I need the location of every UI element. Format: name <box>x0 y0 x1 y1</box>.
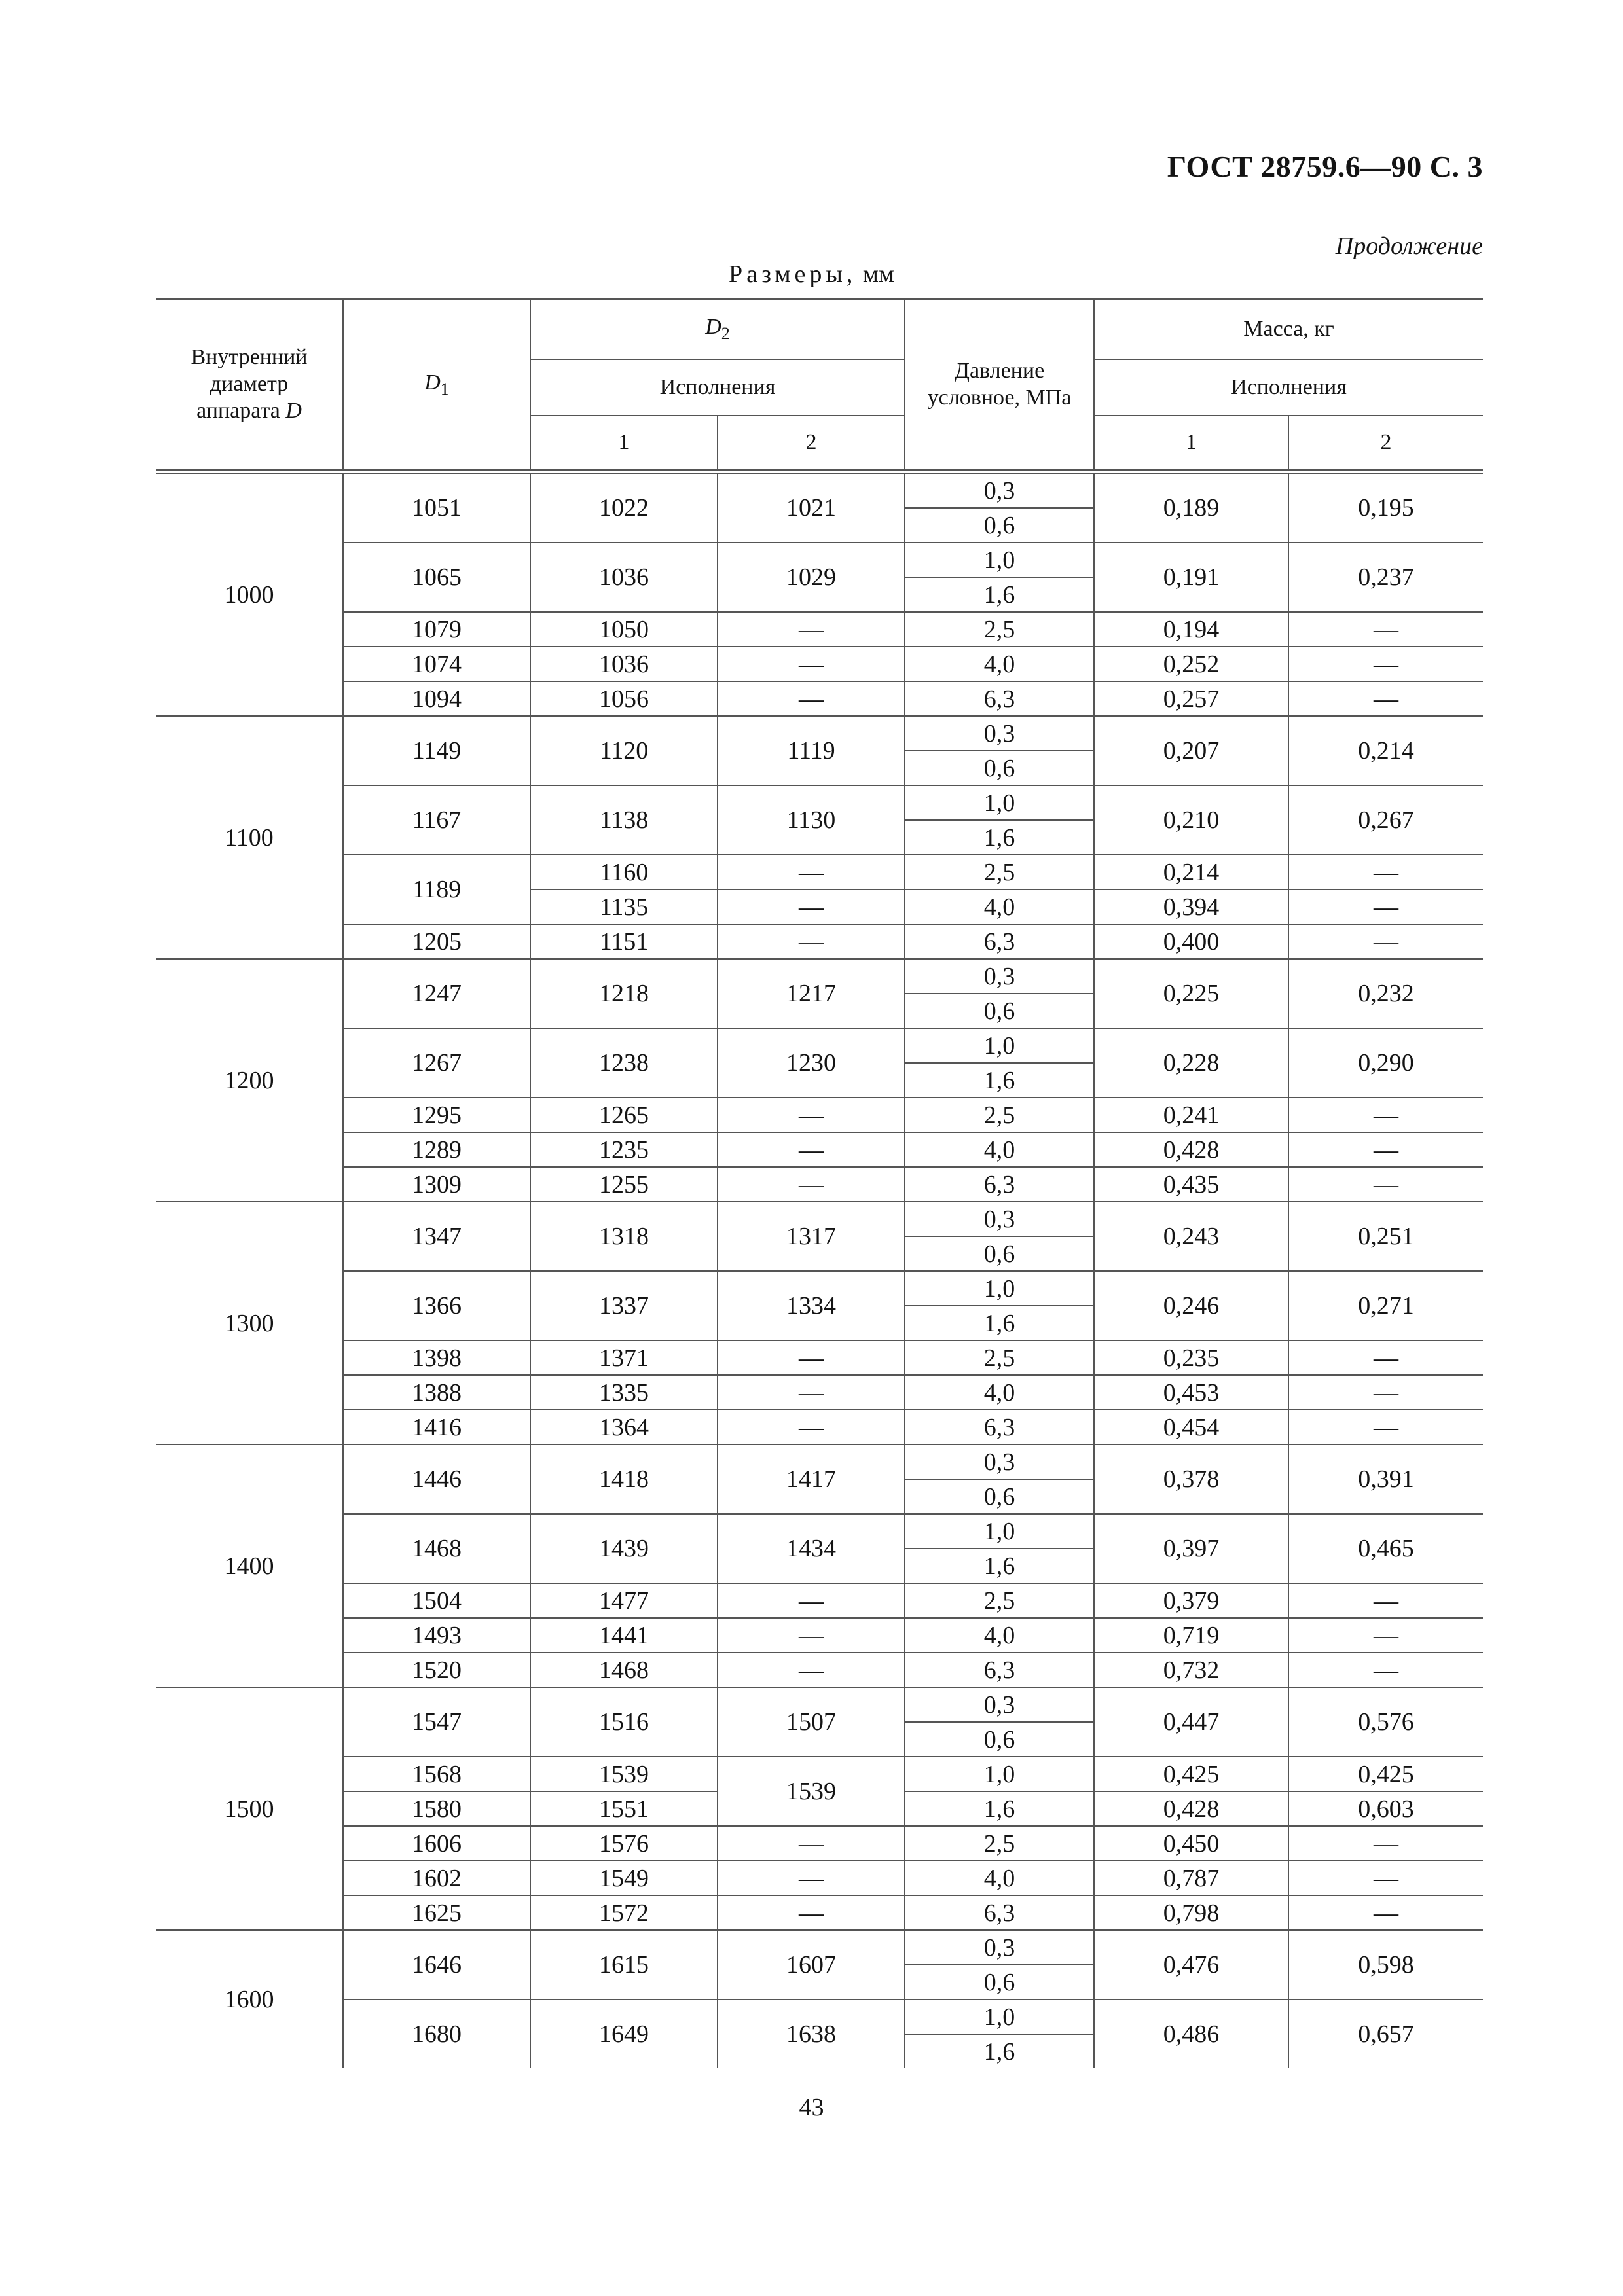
pressure-cell: 0,3 <box>905 1444 1094 1479</box>
caption-unit: мм <box>862 260 894 288</box>
pressure-cell: 6,3 <box>905 1653 1094 1687</box>
mass-exec2-cell: — <box>1288 612 1483 647</box>
header-inner-diameter: Внутренний диаметр аппарата D <box>156 299 343 472</box>
table-body <box>156 472 1483 2069</box>
d1-cell: 1366 <box>343 1271 530 1340</box>
inner-diameter-cell: 1500 <box>156 1687 343 1930</box>
table-row <box>156 1271 1483 1306</box>
mass-exec1-cell: 0,447 <box>1094 1687 1288 1757</box>
d2-exec1-cell: 1615 <box>530 1930 718 2000</box>
header-mass-exec-2: 2 <box>1288 416 1483 472</box>
pressure-cell: 1,6 <box>905 1306 1094 1340</box>
mass-exec2-cell: 0,251 <box>1288 1202 1483 1271</box>
mass-exec2-cell: — <box>1288 1583 1483 1618</box>
mass-exec1-cell: 0,243 <box>1094 1202 1288 1271</box>
mass-exec2-cell: 0,598 <box>1288 1930 1483 2000</box>
d2-exec1-cell: 1050 <box>530 612 718 647</box>
mass-exec2-cell: — <box>1288 1132 1483 1167</box>
d1-cell: 1520 <box>343 1653 530 1687</box>
d1-cell: 1094 <box>343 681 530 716</box>
mass-exec2-cell: 0,195 <box>1288 472 1483 543</box>
pressure-cell: 0,6 <box>905 508 1094 543</box>
d2-exec2-cell: 1417 <box>718 1444 905 1514</box>
pressure-cell: 2,5 <box>905 1098 1094 1132</box>
d2-exec2-cell: — <box>718 612 905 647</box>
d1-cell: 1646 <box>343 1930 530 2000</box>
d2-exec1-cell: 1371 <box>530 1340 718 1375</box>
d2-exec1-cell: 1218 <box>530 959 718 1028</box>
pressure-cell: 4,0 <box>905 1132 1094 1167</box>
caption-dimensions: Размеры, <box>728 260 857 288</box>
mass-exec1-cell: 0,189 <box>1094 472 1288 543</box>
mass-exec2-cell: 0,425 <box>1288 1757 1483 1791</box>
table-row <box>156 1861 1483 1895</box>
mass-exec2-cell: — <box>1288 1895 1483 1930</box>
pressure-cell: 0,6 <box>905 1236 1094 1271</box>
mass-exec1-cell: 0,214 <box>1094 855 1288 889</box>
d2-exec2-cell: 1317 <box>718 1202 905 1271</box>
d2-exec1-cell: 1441 <box>530 1618 718 1653</box>
pressure-cell: 1,6 <box>905 2034 1094 2068</box>
d1-cell: 1079 <box>343 612 530 647</box>
header-mass-execution: Исполнения <box>1094 359 1483 416</box>
mass-exec1-cell: 0,428 <box>1094 1791 1288 1826</box>
mass-exec2-cell: 0,657 <box>1288 2000 1483 2068</box>
d1-cell: 1416 <box>343 1410 530 1444</box>
pressure-cell: 0,3 <box>905 1687 1094 1722</box>
d2-exec1-cell: 1539 <box>530 1757 718 1791</box>
pressure-cell: 1,6 <box>905 577 1094 612</box>
table-row <box>156 1757 1483 1791</box>
header-d2: $D_2$ <box>530 299 905 359</box>
pressure-cell: 0,3 <box>905 959 1094 994</box>
table-header <box>156 299 1483 472</box>
pressure-cell: 0,6 <box>905 1479 1094 1514</box>
pressure-cell: 2,5 <box>905 1340 1094 1375</box>
d2-exec2-cell: 1021 <box>718 472 905 543</box>
d2-exec2-cell: — <box>718 1653 905 1687</box>
pressure-cell: 4,0 <box>905 1375 1094 1410</box>
d2-exec1-cell: 1439 <box>530 1514 718 1583</box>
header-d2-exec-2: 2 <box>718 416 905 472</box>
inner-diameter-cell: 1300 <box>156 1202 343 1444</box>
d1-cell: 1295 <box>343 1098 530 1132</box>
table-row <box>156 924 1483 959</box>
d1-cell: 1504 <box>343 1583 530 1618</box>
table-row <box>156 1653 1483 1687</box>
d2-exec1-cell: 1036 <box>530 647 718 681</box>
mass-exec1-cell: 0,246 <box>1094 1271 1288 1340</box>
table-row <box>156 647 1483 681</box>
d1-cell: 1468 <box>343 1514 530 1583</box>
d2-exec2-cell: 1217 <box>718 959 905 1028</box>
pressure-cell: 0,6 <box>905 1965 1094 2000</box>
pressure-cell: 1,6 <box>905 820 1094 855</box>
d2-exec1-cell: 1022 <box>530 472 718 543</box>
table-row <box>156 1687 1483 1722</box>
table-row <box>156 959 1483 994</box>
table-row <box>156 855 1483 889</box>
pressure-cell: 1,6 <box>905 1063 1094 1098</box>
mass-exec2-cell: — <box>1288 1618 1483 1653</box>
mass-exec2-cell: — <box>1288 1653 1483 1687</box>
d2-exec1-cell: 1468 <box>530 1653 718 1687</box>
d2-exec1-cell: 1056 <box>530 681 718 716</box>
d1-cell: 1205 <box>343 924 530 959</box>
d2-exec1-cell: 1516 <box>530 1687 718 1757</box>
table-row <box>156 1826 1483 1861</box>
d2-exec1-cell: 1160 <box>530 855 718 889</box>
pressure-cell: 1,0 <box>905 1757 1094 1791</box>
mass-exec2-cell: — <box>1288 924 1483 959</box>
pressure-cell: 2,5 <box>905 1826 1094 1861</box>
mass-exec1-cell: 0,235 <box>1094 1340 1288 1375</box>
d2-exec2-cell: — <box>718 855 905 889</box>
d2-exec2-cell: — <box>718 1098 905 1132</box>
pressure-cell: 0,3 <box>905 472 1094 509</box>
d2-exec2-cell: — <box>718 1167 905 1202</box>
mass-exec2-cell: — <box>1288 1826 1483 1861</box>
table-row <box>156 1583 1483 1618</box>
d2-exec2-cell: — <box>718 1895 905 1930</box>
mass-exec2-cell: 0,391 <box>1288 1444 1483 1514</box>
pressure-cell: 1,0 <box>905 543 1094 577</box>
d2-exec1-cell: 1576 <box>530 1826 718 1861</box>
mass-exec2-cell: — <box>1288 1410 1483 1444</box>
d1-cell: 1074 <box>343 647 530 681</box>
d2-exec2-cell: — <box>718 647 905 681</box>
d1-cell: 1189 <box>343 855 530 924</box>
d1-cell: 1446 <box>343 1444 530 1514</box>
mass-exec1-cell: 0,257 <box>1094 681 1288 716</box>
mass-exec2-cell: 0,465 <box>1288 1514 1483 1583</box>
mass-exec1-cell: 0,454 <box>1094 1410 1288 1444</box>
pressure-cell: 1,0 <box>905 2000 1094 2034</box>
mass-exec1-cell: 0,225 <box>1094 959 1288 1028</box>
pressure-cell: 0,3 <box>905 716 1094 751</box>
d2-exec1-cell: 1549 <box>530 1861 718 1895</box>
d2-exec2-cell: — <box>718 889 905 924</box>
header-d2-exec-1: 1 <box>530 416 718 472</box>
d1-cell: 1167 <box>343 785 530 855</box>
table-row <box>156 1618 1483 1653</box>
mass-exec1-cell: 0,425 <box>1094 1757 1288 1791</box>
d1-cell: 1247 <box>343 959 530 1028</box>
inner-diameter-cell: 1100 <box>156 716 343 959</box>
pressure-cell: 1,0 <box>905 1271 1094 1306</box>
table-row <box>156 1028 1483 1063</box>
pressure-cell: 0,6 <box>905 1722 1094 1757</box>
d2-exec2-cell: 1119 <box>718 716 905 785</box>
d1-cell: 1051 <box>343 472 530 543</box>
mass-exec1-cell: 0,719 <box>1094 1618 1288 1653</box>
mass-exec2-cell: — <box>1288 1167 1483 1202</box>
table-row <box>156 1895 1483 1930</box>
table-row <box>156 716 1483 751</box>
table-row <box>156 681 1483 716</box>
pressure-cell: 4,0 <box>905 1618 1094 1653</box>
d1-cell: 1580 <box>343 1791 530 1826</box>
inner-diameter-cell: 1000 <box>156 472 343 717</box>
table-row <box>156 1375 1483 1410</box>
mass-exec1-cell: 0,787 <box>1094 1861 1288 1895</box>
header-mass-exec-1: 1 <box>1094 416 1288 472</box>
mass-exec2-cell: 0,267 <box>1288 785 1483 855</box>
dimensions-table <box>156 298 1483 2068</box>
d1-cell: 1398 <box>343 1340 530 1375</box>
header-d2-execution: Исполнения <box>530 359 905 416</box>
d1-cell: 1267 <box>343 1028 530 1098</box>
d2-exec1-cell: 1255 <box>530 1167 718 1202</box>
mass-exec2-cell: — <box>1288 889 1483 924</box>
table-row <box>156 1167 1483 1202</box>
d2-exec2-cell: 1638 <box>718 2000 905 2068</box>
d2-exec2-cell: — <box>718 1583 905 1618</box>
mass-exec2-cell: 0,237 <box>1288 543 1483 612</box>
table-row <box>156 1444 1483 1479</box>
d2-exec2-cell: 1130 <box>718 785 905 855</box>
inner-diameter-cell: 1600 <box>156 1930 343 2068</box>
mass-exec2-cell: 0,232 <box>1288 959 1483 1028</box>
mass-exec2-cell: — <box>1288 855 1483 889</box>
mass-exec1-cell: 0,435 <box>1094 1167 1288 1202</box>
d2-exec2-cell: 1230 <box>718 1028 905 1098</box>
mass-exec1-cell: 0,400 <box>1094 924 1288 959</box>
table-row <box>156 612 1483 647</box>
mass-exec1-cell: 0,453 <box>1094 1375 1288 1410</box>
pressure-cell: 6,3 <box>905 1895 1094 1930</box>
pressure-cell: 6,3 <box>905 1167 1094 1202</box>
pressure-cell: 4,0 <box>905 1861 1094 1895</box>
d2-exec1-cell: 1477 <box>530 1583 718 1618</box>
table-row <box>156 785 1483 820</box>
mass-exec1-cell: 0,486 <box>1094 2000 1288 2068</box>
mass-exec2-cell: 0,271 <box>1288 1271 1483 1340</box>
d2-exec2-cell: 1507 <box>718 1687 905 1757</box>
mass-exec1-cell: 0,210 <box>1094 785 1288 855</box>
mass-exec2-cell: — <box>1288 647 1483 681</box>
inner-diameter-cell: 1200 <box>156 959 343 1202</box>
d2-exec1-cell: 1265 <box>530 1098 718 1132</box>
mass-exec1-cell: 0,428 <box>1094 1132 1288 1167</box>
pressure-cell: 6,3 <box>905 681 1094 716</box>
table-row <box>156 1202 1483 1236</box>
pressure-cell: 6,3 <box>905 924 1094 959</box>
pressure-cell: 1,0 <box>905 1028 1094 1063</box>
mass-exec1-cell: 0,476 <box>1094 1930 1288 2000</box>
mass-exec2-cell: 0,290 <box>1288 1028 1483 1098</box>
d2-exec1-cell: 1235 <box>530 1132 718 1167</box>
d2-exec1-cell: 1572 <box>530 1895 718 1930</box>
pressure-cell: 0,6 <box>905 751 1094 785</box>
d2-exec1-cell: 1649 <box>530 2000 718 2068</box>
d2-exec2-cell: 1607 <box>718 1930 905 2000</box>
pressure-cell: 2,5 <box>905 1583 1094 1618</box>
header-pressure: Давление условное, МПа <box>905 299 1094 472</box>
table-row <box>156 1098 1483 1132</box>
table-row <box>156 1340 1483 1375</box>
d2-exec2-cell: — <box>718 1861 905 1895</box>
table-row <box>156 2000 1483 2034</box>
table-row <box>156 1132 1483 1167</box>
mass-exec1-cell: 0,241 <box>1094 1098 1288 1132</box>
table-caption <box>0 260 1623 289</box>
d1-cell: 1625 <box>343 1895 530 1930</box>
continuation-label: Продолжение <box>1335 232 1483 260</box>
mass-exec1-cell: 0,397 <box>1094 1514 1288 1583</box>
mass-exec2-cell: — <box>1288 1340 1483 1375</box>
page-number: 43 <box>799 2094 824 2121</box>
d2-exec1-cell: 1135 <box>530 889 718 924</box>
d2-exec2-cell: — <box>718 1132 905 1167</box>
d2-exec1-cell: 1151 <box>530 924 718 959</box>
pressure-cell: 1,6 <box>905 1549 1094 1583</box>
d1-cell: 1309 <box>343 1167 530 1202</box>
d1-cell: 1388 <box>343 1375 530 1410</box>
mass-exec2-cell: — <box>1288 1098 1483 1132</box>
d2-exec2-cell: — <box>718 681 905 716</box>
d2-exec1-cell: 1036 <box>530 543 718 612</box>
d2-exec2-cell: 1029 <box>718 543 905 612</box>
pressure-cell: 1,0 <box>905 1514 1094 1549</box>
d2-exec1-cell: 1364 <box>530 1410 718 1444</box>
mass-exec2-cell: — <box>1288 1375 1483 1410</box>
mass-exec1-cell: 0,252 <box>1094 647 1288 681</box>
d1-cell: 1065 <box>343 543 530 612</box>
d2-exec2-cell: 1434 <box>718 1514 905 1583</box>
d1-cell: 1568 <box>343 1757 530 1791</box>
mass-exec1-cell: 0,378 <box>1094 1444 1288 1514</box>
d2-exec2-cell: — <box>718 1375 905 1410</box>
pressure-cell: 6,3 <box>905 1410 1094 1444</box>
d1-cell: 1547 <box>343 1687 530 1757</box>
pressure-cell: 2,5 <box>905 855 1094 889</box>
pressure-cell: 0,3 <box>905 1930 1094 1965</box>
document-title: ГОСТ 28759.6—90 С. 3 <box>1167 150 1483 183</box>
mass-exec2-cell: 0,576 <box>1288 1687 1483 1757</box>
d2-exec1-cell: 1120 <box>530 716 718 785</box>
d2-exec2-cell: 1539 <box>718 1757 905 1826</box>
mass-exec1-cell: 0,191 <box>1094 543 1288 612</box>
d1-cell: 1602 <box>343 1861 530 1895</box>
pressure-cell: 0,3 <box>905 1202 1094 1236</box>
pressure-cell: 1,0 <box>905 785 1094 820</box>
d2-exec2-cell: — <box>718 1826 905 1861</box>
mass-exec2-cell: — <box>1288 681 1483 716</box>
d2-exec1-cell: 1318 <box>530 1202 718 1271</box>
d1-cell: 1347 <box>343 1202 530 1271</box>
mass-exec1-cell: 0,394 <box>1094 889 1288 924</box>
d2-exec2-cell: — <box>718 924 905 959</box>
d2-exec2-cell: — <box>718 1340 905 1375</box>
table-row <box>156 1514 1483 1549</box>
d2-exec1-cell: 1418 <box>530 1444 718 1514</box>
mass-exec1-cell: 0,228 <box>1094 1028 1288 1098</box>
pressure-cell: 1,6 <box>905 1791 1094 1826</box>
d1-cell: 1680 <box>343 2000 530 2068</box>
pressure-cell: 4,0 <box>905 647 1094 681</box>
mass-exec2-cell: 0,603 <box>1288 1791 1483 1826</box>
mass-exec1-cell: 0,732 <box>1094 1653 1288 1687</box>
d1-cell: 1493 <box>343 1618 530 1653</box>
header-mass: Масса, кг <box>1094 299 1483 359</box>
d2-exec1-cell: 1238 <box>530 1028 718 1098</box>
mass-exec2-cell: — <box>1288 1861 1483 1895</box>
pressure-cell: 0,6 <box>905 994 1094 1028</box>
d2-exec1-cell: 1337 <box>530 1271 718 1340</box>
pressure-cell: 4,0 <box>905 889 1094 924</box>
header-d1: $D_1$ <box>343 299 530 472</box>
mass-exec1-cell: 0,194 <box>1094 612 1288 647</box>
d2-exec2-cell: — <box>718 1410 905 1444</box>
pressure-cell: 2,5 <box>905 612 1094 647</box>
d2-exec1-cell: 1138 <box>530 785 718 855</box>
d1-cell: 1606 <box>343 1826 530 1861</box>
d2-exec1-cell: 1335 <box>530 1375 718 1410</box>
d2-exec1-cell: 1551 <box>530 1791 718 1826</box>
table-row <box>156 472 1483 509</box>
inner-diameter-cell: 1400 <box>156 1444 343 1687</box>
d2-exec2-cell: 1334 <box>718 1271 905 1340</box>
table-row <box>156 1410 1483 1444</box>
mass-exec1-cell: 0,798 <box>1094 1895 1288 1930</box>
mass-exec2-cell: 0,214 <box>1288 716 1483 785</box>
mass-exec1-cell: 0,379 <box>1094 1583 1288 1618</box>
d2-exec2-cell: — <box>718 1618 905 1653</box>
table-row <box>156 1930 1483 1965</box>
d1-cell: 1149 <box>343 716 530 785</box>
mass-exec1-cell: 0,450 <box>1094 1826 1288 1861</box>
table-row <box>156 543 1483 577</box>
d1-cell: 1289 <box>343 1132 530 1167</box>
mass-exec1-cell: 0,207 <box>1094 716 1288 785</box>
